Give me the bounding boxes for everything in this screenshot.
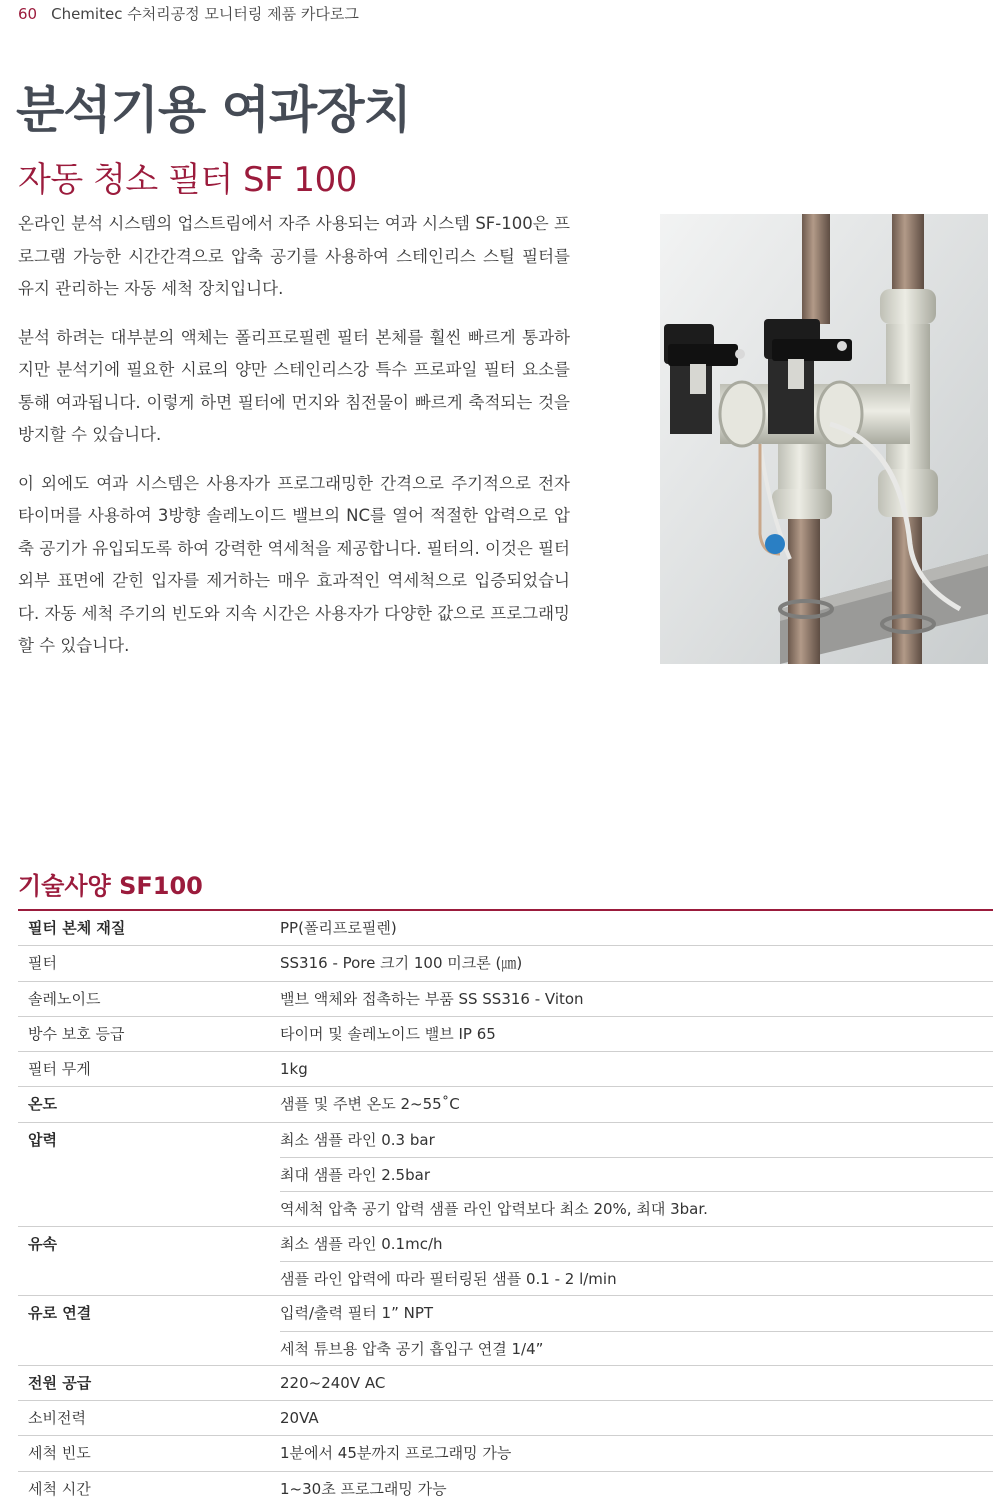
spec-values bbox=[280, 1472, 993, 1502]
spec-row bbox=[18, 1435, 993, 1470]
spec-values bbox=[280, 1436, 993, 1470]
spec-row bbox=[18, 981, 993, 1016]
spec-values bbox=[280, 911, 993, 945]
spec-label: 세척 빈도 bbox=[28, 1444, 91, 1463]
product-photo bbox=[660, 214, 988, 664]
spec-value: 1~30초 프로그래밍 가능 bbox=[280, 1479, 447, 1498]
spec-value: SS316 - Pore 크기 100 미크론 (㎛) bbox=[280, 954, 523, 973]
spec-values bbox=[280, 1052, 993, 1086]
spec-values bbox=[280, 946, 993, 980]
product-subtitle: 자동 청소 필터 SF 100 bbox=[18, 160, 357, 200]
spec-label: 필터 bbox=[28, 954, 57, 973]
spec-value: 타이머 및 솔레노이드 밸브 IP 65 bbox=[280, 1024, 496, 1043]
spec-value: PP(폴리프로필렌) bbox=[280, 919, 397, 937]
spec-label: 솔레노이드 bbox=[28, 989, 101, 1008]
page-title: 분석기용 여과장치 bbox=[16, 81, 411, 139]
spec-values bbox=[280, 1227, 993, 1296]
spec-label: 온도 bbox=[28, 1095, 57, 1114]
spec-row bbox=[18, 1471, 993, 1502]
spec-label: 필터 본체 재질 bbox=[28, 919, 126, 937]
spec-value: 세척 튜브용 압축 공기 흡입구 연결 1/4” bbox=[280, 1331, 993, 1365]
spec-row bbox=[18, 1365, 993, 1400]
spec-label: 방수 보호 등급 bbox=[28, 1024, 125, 1043]
spec-label: 세척 시간 bbox=[28, 1479, 91, 1498]
spec-values bbox=[280, 982, 993, 1016]
spec-value: 220~240V AC bbox=[280, 1373, 386, 1392]
spec-values bbox=[280, 1366, 993, 1400]
spec-value: 1분에서 45분까지 프로그래밍 가능 bbox=[280, 1444, 512, 1463]
filter-device-illustration bbox=[660, 214, 988, 664]
spec-value: 1kg bbox=[280, 1060, 308, 1079]
spec-label: 유로 연결 bbox=[28, 1304, 92, 1323]
spec-value: 샘플 라인 압력에 따라 필터링된 샘플 0.1 - 2 l/min bbox=[280, 1261, 993, 1295]
spec-value: 20VA bbox=[280, 1409, 319, 1428]
spec-value: 밸브 액체와 접촉하는 부품 SS SS316 - Viton bbox=[280, 989, 584, 1008]
spec-table bbox=[18, 909, 993, 1502]
spec-value: 샘플 및 주변 온도 2~55˚C bbox=[280, 1095, 460, 1114]
spec-label: 유속 bbox=[28, 1234, 57, 1253]
spec-row bbox=[18, 911, 993, 945]
spec-row bbox=[18, 1122, 993, 1226]
spec-row bbox=[18, 1016, 993, 1051]
spec-values bbox=[280, 1087, 993, 1121]
spec-row bbox=[18, 945, 993, 980]
spec-row bbox=[18, 1295, 993, 1365]
spec-label: 필터 무게 bbox=[28, 1060, 91, 1079]
paragraph: 이 외에도 여과 시스템은 사용자가 프로그래밍한 간격으로 주기적으로 전자 타이머를 사용하여 3방향 솔레노이드 밸브의 NC를 열어 적절한 압력으로 압축 공기가 유입되도록 하여 강력한 역세척을 제공합니다. 필터의. 이것은 필터 외부 표면에 갇힌 입자를 제거하는 매우 효과적인 역세척으로 입증되었습니다. 자동 세척 주기의 빈도와 지속 시간은 사용자가 다양한 값으로 프로그래밍할 수 있습니다. bbox=[18, 473, 570, 655]
description bbox=[18, 208, 570, 679]
paragraph: 분석 하려는 대부분의 액체는 폴리프로필렌 필터 본체를 훨씬 빠르게 통과하지만 분석기에 필요한 시료의 양만 스테인리스강 특수 프로파일 필터 요소를 통해 여과됩니다. 이렇게 하면 필터에 먼지와 침전물이 빠르게 축적되는 것을 방지할 수 있습니다. bbox=[18, 327, 570, 444]
page-header bbox=[18, 3, 359, 24]
spec-label: 전원 공급 bbox=[28, 1373, 92, 1392]
spec-value: 최소 샘플 라인 0.1mc/h bbox=[280, 1234, 443, 1253]
spec-row bbox=[18, 1226, 993, 1296]
spec-row bbox=[18, 1086, 993, 1121]
spec-label: 압력 bbox=[28, 1130, 57, 1149]
page-number: 60 bbox=[18, 5, 38, 23]
spec-heading: 기술사양 SF100 bbox=[18, 872, 203, 900]
spec-values bbox=[280, 1296, 993, 1365]
spec-values bbox=[280, 1401, 993, 1435]
spec-value: 최대 샘플 라인 2.5bar bbox=[280, 1157, 993, 1191]
spec-label: 소비전력 bbox=[28, 1409, 86, 1428]
spec-value: 입력/출력 필터 1” NPT bbox=[280, 1304, 434, 1323]
spec-row bbox=[18, 1051, 993, 1086]
spec-values bbox=[280, 1123, 993, 1226]
spec-row bbox=[18, 1400, 993, 1435]
spec-values bbox=[280, 1017, 993, 1051]
spec-value: 역세척 압축 공기 압력 샘플 라인 압력보다 최소 20%, 최대 3bar. bbox=[280, 1191, 993, 1225]
catalog-title: Chemitec 수처리공정 모니터링 제품 카다로그 bbox=[51, 5, 359, 23]
spec-value: 최소 샘플 라인 0.3 bar bbox=[280, 1130, 435, 1149]
paragraph: 온라인 분석 시스템의 업스트림에서 자주 사용되는 여과 시스템 SF-100은 프로그램 가능한 시간간격으로 압축 공기를 사용하여 스테인리스 스틸 필터를 유지 관리하는 자동 세척 장치입니다. bbox=[18, 214, 570, 298]
